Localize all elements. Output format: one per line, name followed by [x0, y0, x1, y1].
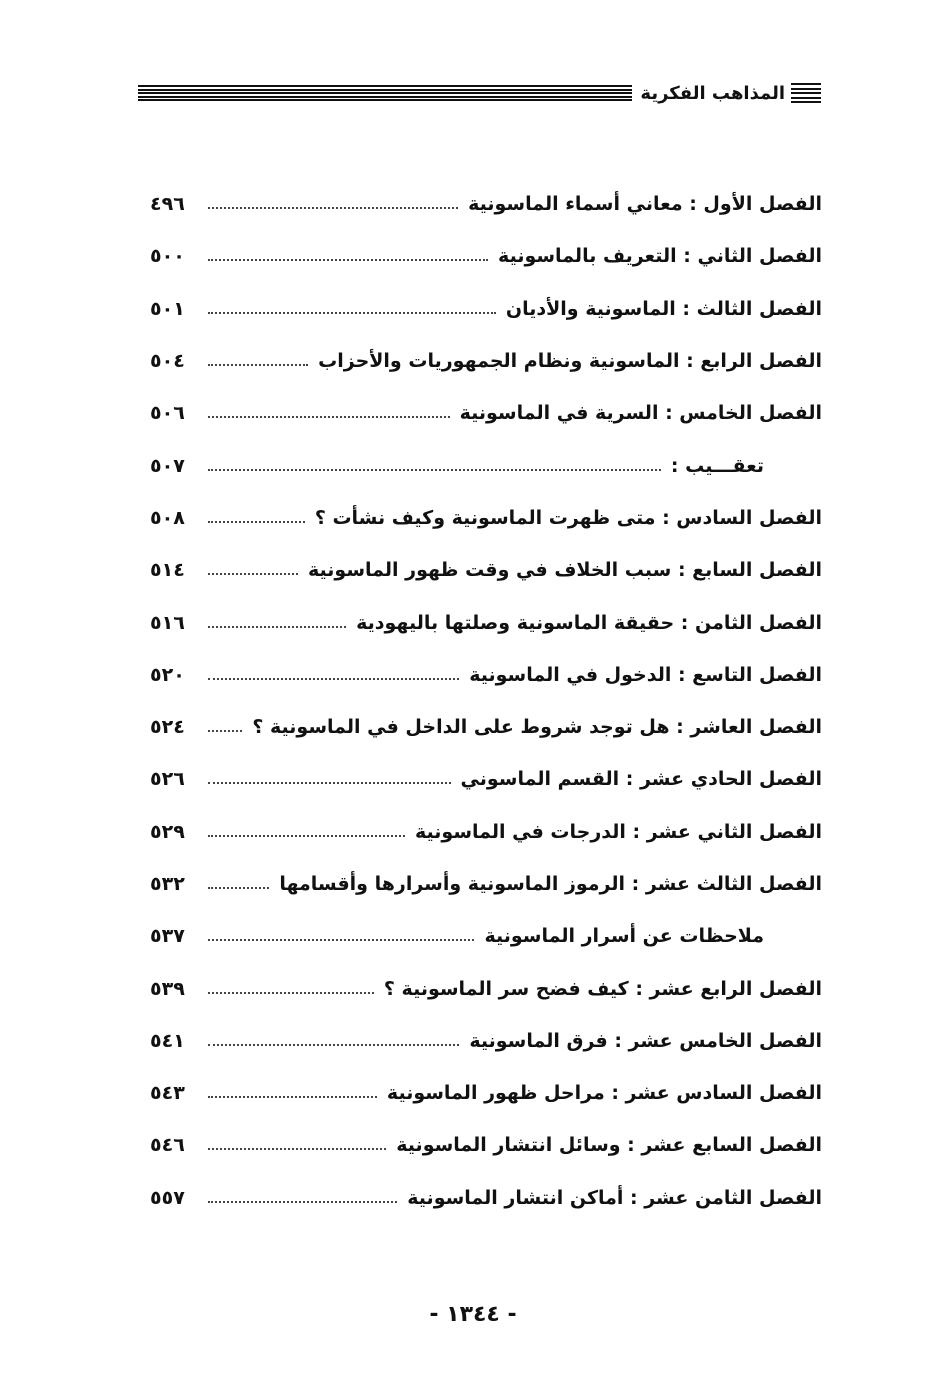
toc-entry-title: الفصل السابع : سبب الخلاف في وقت ظهور الماسونية	[308, 559, 822, 582]
toc-entry-page: ٤٩٦	[150, 193, 185, 216]
toc-entry-page: ٥٢٤	[150, 716, 185, 739]
toc-entry	[150, 283, 822, 335]
toc-leader-dots	[208, 730, 242, 732]
toc-entry-title: الفصل الثامن عشر : أماكن انتشار الماسونية	[407, 1186, 822, 1209]
header-rule	[138, 85, 632, 101]
toc-entry	[150, 1015, 822, 1067]
header-title: المذاهب الفكرية	[640, 82, 785, 104]
toc-entry	[150, 962, 822, 1014]
toc-entry-page: ٥١٦	[150, 611, 185, 634]
toc-entry	[150, 544, 822, 596]
toc-entry-page: ٥٢٠	[150, 663, 185, 686]
toc-entry-title: الفصل الثالث عشر : الرموز الماسونية وأسرارها وأقسامها	[279, 873, 822, 895]
toc-leader-dots	[208, 521, 305, 523]
toc-entry-page: ٥٤١	[150, 1029, 185, 1052]
table-of-contents	[150, 178, 822, 1224]
toc-entry	[150, 806, 822, 858]
toc-leader-dots	[208, 469, 661, 471]
toc-entry	[150, 1172, 822, 1224]
toc-leader-dots	[208, 207, 458, 209]
toc-entry-title: الفصل الرابع عشر : كيف فضح سر الماسونية ؟	[383, 977, 822, 1000]
toc-entry	[150, 230, 822, 282]
toc-leader-dots	[208, 939, 474, 941]
toc-leader-dots	[208, 626, 346, 628]
toc-leader-dots	[208, 259, 488, 261]
toc-entry-title: الفصل التاسع : الدخول في الماسونية	[469, 663, 822, 686]
toc-entry-page: ٥٤٦	[150, 1134, 185, 1157]
toc-entry	[150, 1067, 822, 1119]
toc-entry-page: ٥٠٧	[150, 454, 185, 477]
toc-entry-page: ٥٣٧	[150, 925, 185, 948]
toc-entry	[150, 858, 822, 910]
toc-entry-title: الفصل الرابع : الماسونية ونظام الجمهوريات والأحزاب	[318, 350, 822, 373]
toc-leader-dots	[208, 678, 459, 680]
toc-entry	[150, 649, 822, 701]
toc-entry-title: الفصل الأول : معاني أسماء الماسونية	[468, 193, 822, 216]
toc-leader-dots	[208, 1201, 397, 1203]
toc-entry	[150, 387, 822, 439]
toc-entry-title: ملاحظات عن أسرار الماسونية	[484, 925, 764, 948]
toc-entry-page: ٥٣٩	[150, 977, 185, 1000]
page-number: - ١٣٤٤ -	[429, 1302, 517, 1327]
toc-entry-page: ٥٢٦	[150, 768, 185, 791]
toc-entry	[150, 335, 822, 387]
toc-entry-page: ٥٠١	[150, 297, 185, 320]
toc-entry-title: الفصل الثامن : حقيقة الماسونية وصلتها باليهودية	[356, 611, 822, 634]
toc-leader-dots	[208, 416, 450, 418]
toc-entry-title: الفصل الثالث : الماسونية والأديان	[505, 297, 822, 320]
toc-entry-page: ٥٢٩	[150, 820, 185, 843]
toc-entry-title: الفصل السادس عشر : مراحل ظهور الماسونية	[386, 1082, 822, 1105]
toc-leader-dots	[208, 1044, 459, 1046]
toc-entry-page: ٥٣٢	[150, 873, 185, 895]
toc-entry-title: الفصل الثاني عشر : الدرجات في الماسونية	[415, 820, 822, 843]
toc-entry-title: الفصل السادس : متى ظهرت الماسونية وكيف نشأت ؟	[314, 506, 822, 529]
toc-entry-page: ٥٤٣	[150, 1082, 185, 1105]
toc-entry	[150, 596, 822, 648]
toc-entry-page: ٥٠٨	[150, 506, 185, 529]
toc-entry-page: ٥٠٤	[150, 350, 185, 373]
toc-leader-dots	[208, 364, 308, 366]
toc-entry-title: الفصل السابع عشر : وسائل انتشار الماسونية	[396, 1134, 822, 1157]
toc-entry-title: تعقـــيب :	[670, 454, 764, 477]
toc-leader-dots	[208, 1148, 386, 1150]
toc-entry	[150, 178, 822, 230]
toc-entry-page: ٥٠٠	[150, 245, 185, 268]
toc-entry-title: الفصل الثاني : التعريف بالماسونية	[498, 245, 822, 268]
toc-leader-dots	[208, 312, 496, 314]
toc-leader-dots	[208, 835, 405, 837]
toc-entry	[150, 1119, 822, 1171]
toc-entry	[150, 753, 822, 805]
toc-entry-title: الفصل الخامس عشر : فرق الماسونية	[469, 1029, 822, 1052]
toc-entry	[150, 439, 822, 491]
toc-entry-title: الفصل الخامس : السرية في الماسونية	[459, 402, 822, 425]
toc-leader-dots	[208, 1096, 377, 1098]
toc-entry-title: الفصل الحادي عشر : القسم الماسوني	[460, 768, 822, 791]
toc-leader-dots	[208, 887, 269, 889]
toc-leader-dots	[208, 573, 298, 575]
toc-entry-page: ٥١٤	[150, 559, 185, 582]
header-lines-icon	[791, 83, 821, 103]
toc-leader-dots	[208, 782, 451, 784]
toc-leader-dots	[208, 992, 374, 994]
toc-entry	[150, 910, 822, 962]
toc-entry-page: ٥٠٦	[150, 402, 185, 425]
running-header	[138, 78, 821, 108]
toc-entry-page: ٥٥٧	[150, 1186, 185, 1209]
toc-entry-title: الفصل العاشر : هل توجد شروط على الداخل في الماسونية ؟	[252, 716, 822, 739]
toc-entry	[150, 701, 822, 753]
toc-entry	[150, 492, 822, 544]
